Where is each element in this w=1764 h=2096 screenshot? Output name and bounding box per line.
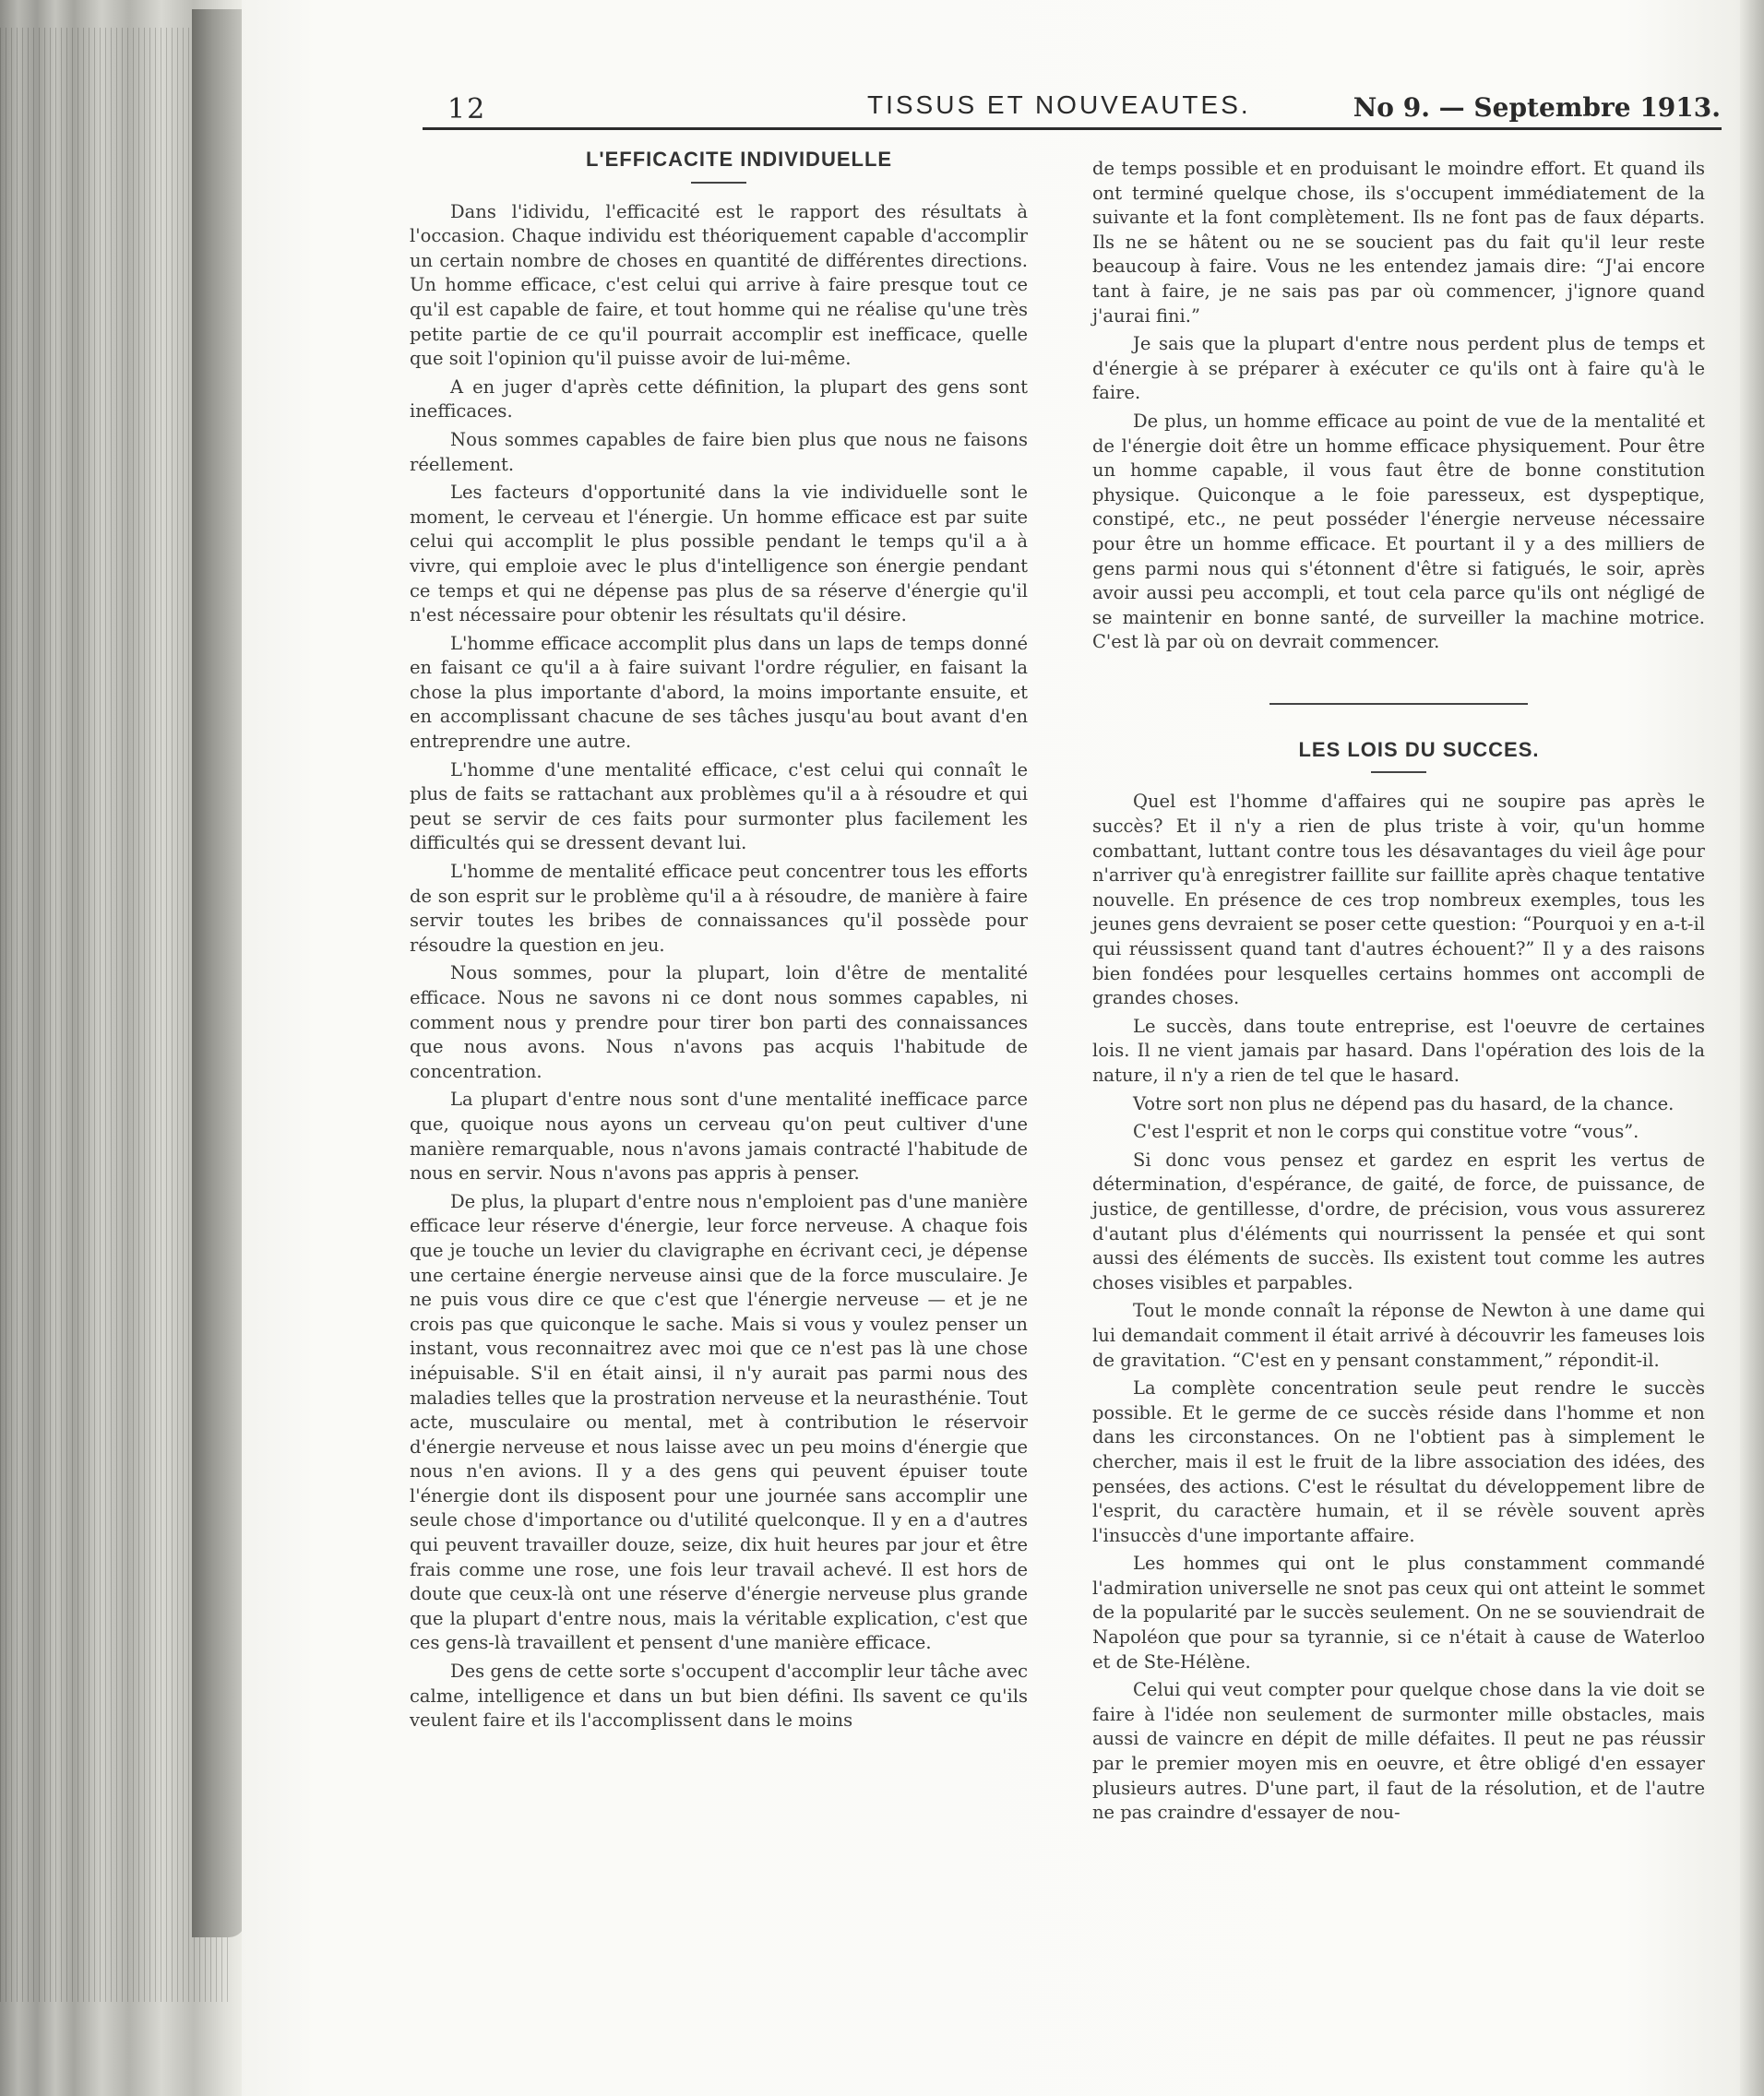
page-number: 12 — [447, 93, 487, 125]
issue-info: No 9. — Septembre 1913. — [1353, 92, 1721, 123]
paragraph: Les facteurs d'opportunité dans la vie individuelle sont le moment, le cerveau et l'énergie. Un homme efficace est par suite celui qui accomplit le plus possible pendant le temps qu'il a à vivre, qui emploie avec le plus d'intelligence son énergie pendant ce temps et qui ne dépense pas plus de sa réserve d'énergie qu'il n'est nécessaire pour obtenir les résultats qu'il désire. — [410, 482, 1028, 626]
paragraph: Celui qui veut compter pour quelque chose dans la vie doit se faire à l'idée non seulement de surmonter mille obstacles, mais aussi de vaincre en dépit de mille défaites. Il peut ne pas réussir par le premier moyen mis en oeuvre, et être obligé d'en essayer plusieurs autres. D'une part, il faut de la résolution, et de l'autre ne pas craindre d'essayer de nou- — [1092, 1679, 1705, 1824]
paragraph: Votre sort non plus ne dépend pas du hasard, de la chance. — [1133, 1092, 1675, 1114]
heading-rule — [1371, 771, 1426, 773]
paragraph: L'homme efficace accomplit plus dans un laps de temps donné en faisant ce qu'il a à faire suivant l'ordre régulier, en faisant la chose la plus importante d'abord, la moins importante ensuite, et en accomplissant chacune de ses tâches jusqu'au bout avant d'en entreprendre une autre. — [410, 632, 1028, 753]
running-header — [443, 89, 1721, 133]
section-divider — [1269, 703, 1528, 705]
paragraph: L'homme de mentalité efficace peut concentrer tous les efforts de son esprit sur le problème qu'il a à résoudre, de manière à faire servir toutes les bribes de connaissances qu'il possède pour résoudre la question en jeu. — [410, 861, 1028, 956]
paragraph: Tout le monde connaît la réponse de Newton à une dame qui lui demandait comment il était arrivé à découvrir les fameuses lois de gravitation. “C'est en y pensant constamment,” répondit-il. — [1092, 1300, 1705, 1371]
paragraph: Le succès, dans toute entreprise, est l'oeuvre de certaines lois. Il ne vient jamais par hasard. Dans l'opération des lois de la nature, il n'y a rien de tel que le hasard. — [1092, 1015, 1705, 1086]
article-heading: L'EFFICACITE INDIVIDUELLE — [585, 148, 893, 171]
right-column — [1092, 157, 1705, 1829]
page-right-edge — [1740, 0, 1764, 2096]
paragraph: A en juger d'après cette définition, la plupart des gens sont inefficaces. — [410, 375, 1028, 423]
paragraph: Les hommes qui ont le plus constamment commandé l'admiration universelle ne snot pas ceux qui ont atteint le sommet de la popularité par le succès seulement. On ne se souviendrait de Napoléon que pour sa tyrannie, si ce n'était à cause de Waterloo et de Ste-Hélène. — [1092, 1553, 1705, 1673]
paragraph: Des gens de cette sorte s'occupent d'accomplir leur tâche avec calme, intelligence et dans un but bien défini. Ils savent ce qu'ils veulent faire et ils l'accomplissent dans le moins — [410, 1661, 1028, 1732]
paragraph-continued: de temps possible et en produisant le moindre effort. Et quand ils ont terminé quelque chose, ils s'occupent immédiatement de la suivante et la font complètement. Ils ne font pas de faux départs. Ils ne se hâtent ou ne se soucient pas du fait qu'il leur reste beaucoup à faire. Vous ne les entendez jamais dire: “J'ai encore tant à faire, je ne sais pas par où commencer, j'ignore quand j'aurai fini.” — [1092, 158, 1705, 327]
paragraph: Nous sommes, pour la plupart, loin d'être de mentalité efficace. Nous ne savons ni ce dont nous sommes capables, ni comment nous y prendre pour tirer bon parti des connaissances que nous avons. Nous n'avons pas acquis l'habitude de concentration. — [410, 962, 1028, 1082]
paragraph: Nous sommes capables de faire bien plus que nous ne faisons réellement. — [410, 428, 1028, 475]
paragraph: De plus, la plupart d'entre nous n'emploient pas d'une manière efficace leur réserve d'énergie, leur force nerveuse. A chaque fois que je touche un levier du clavigraphe en écrivant ceci, je dépense une certaine énergie nerveuse ainsi que de la force musculaire. Je ne puis vous dire ce que c'est que l'énergie nerveuse — et je ne crois pas que quiconque le sache. Mais si vous y voulez penser un instant, vous reconnaitrez avec moi que ce n'est pas là une chose inépuisable. S'il en était ainsi, il n'y aurait pas parmi nous des maladies telles que la prostration nerveuse et la neurasthénie. Tout acte, musculaire ou mental, met à contribution le réservoir d'énergie nerveuse et nous laisse avec un peu moins d'énergie que nous n'en avions. Il y a des gens qui peuvent épuiser toute l'énergie dont ils disposent pour une journée sans accomplir une seule chose d'importance ou d'utilité quelconque. Il y en a d'autres qui peuvent travailler douze, seize, dix huit heures par jour et être frais comme une rose, une fois leur travail achevé. Il est hors de doute que ceux-là ont une réserve d'énergie nerveuse plus grande que la plupart d'entre nous, mais la véritable explication, c'est que ces gens-là travaillent et pensent d'une manière efficace. — [410, 1190, 1028, 1654]
binding-shadow — [192, 9, 245, 1937]
article-heading: LES LOIS DU SUCCES. — [1298, 737, 1540, 761]
journal-title: TISSUS ET NOUVEAUTES. — [867, 90, 1251, 119]
header-rule — [423, 127, 1722, 130]
paragraph: C'est l'esprit et non le corps qui constitue votre “vous”. — [1133, 1121, 1639, 1143]
paragraph: Dans l'idividu, l'efficacité est le rapport des résultats à l'occasion. Chaque individu est théoriquement capable d'accomplir un certain nombre de choses en quantité de différentes directions. Un homme efficace, c'est celui qui arrive à faire presque tout ce qu'il est capable de faire, et tout homme qui ne réalise qu'une très petite partie de ce qu'il pourrait accomplir est inefficace, quelle que soit l'opinion qu'il puisse avoir de lui-même. — [410, 200, 1028, 370]
paragraph: L'homme d'une mentalité efficace, c'est celui qui connaît le plus de faits se rattachant aux problèmes qu'il a à résoudre et qui peut se servir de ces faits pour surmonter plus facilement les difficultés qui se dressent devant lui. — [410, 758, 1028, 854]
heading-rule — [691, 182, 746, 184]
left-column — [410, 148, 1028, 1737]
paragraph: Je sais que la plupart d'entre nous perdent plus de temps et d'énergie à se préparer à exécuter ce qu'ils ont à faire qu'à le faire. — [1092, 333, 1705, 404]
paragraph: Quel est l'homme d'affaires qui ne soupire pas après le succès? Et il n'y a rien de plus triste à voir, qu'un homme combattant, luttant contre tous les désavantages du vieil âge pour n'arriver qu'à enregistrer faillite sur faillite après chaque tentative nouvelle. En présence de ces trop nombreux exemples, tous les jeunes gens devraient se poser cette question: “Pourquoi y en a-t-il qui réussissent quand tant d'autres échouent?” Il y a des raisons bien fondées pour lesquelles certains hommes ont accompli de grandes choses. — [1092, 791, 1705, 1009]
paragraph: La complète concentration seule peut rendre le succès possible. Et le germe de ce succès réside dans l'homme et non dans les circonstances. On ne l'obtient pas à simplement le chercher, mais il est le fruit de la libre association des idées, des pensées, des actions. C'est le résultat du développement libre de l'esprit, du caractère humain, et il se révèle souvent après l'insuccès d'une importante affaire. — [1092, 1377, 1705, 1546]
paragraph: La plupart d'entre nous sont d'une mentalité inefficace parce que, quoique nous ayons un cerveau qu'on peut cultiver d'une manière remarquable, nous n'avons jamais contracté l'habitude de nous en servir. Nous n'avons pas appris à penser. — [410, 1089, 1028, 1185]
paragraph: Si donc vous pensez et gardez en esprit les vertus de détermination, d'espérance, de gaité, de force, de puissance, de justice, de gentillesse, d'ordre, de précision, vous vous assurerez d'autant plus d'éléments qui nourrissent la pensée et qui sont aussi des éléments de succès. Ils existent tout comme les autres choses visibles et parpables. — [1092, 1149, 1705, 1293]
paragraph: De plus, un homme efficace au point de vue de la mentalité et de l'énergie doit être un homme efficace physiquement. Pour être un homme capable, il vous faut être de bonne constitution physique. Quiconque a le foie paresseux, est dyspeptique, constipé, etc., ne peut posséder l'énergie nerveuse nécessaire pour être un homme efficace. Et pourtant il y a des milliers de gens parmi nous qui s'étonnent d'être si fatigués, le soir, après avoir aussi peu accompli, et tout cela parce qu'ils ont négligé de se maintenir en bonne santé, de surveiller la machine motrice. C'est là par où on devrait commencer. — [1092, 410, 1705, 653]
